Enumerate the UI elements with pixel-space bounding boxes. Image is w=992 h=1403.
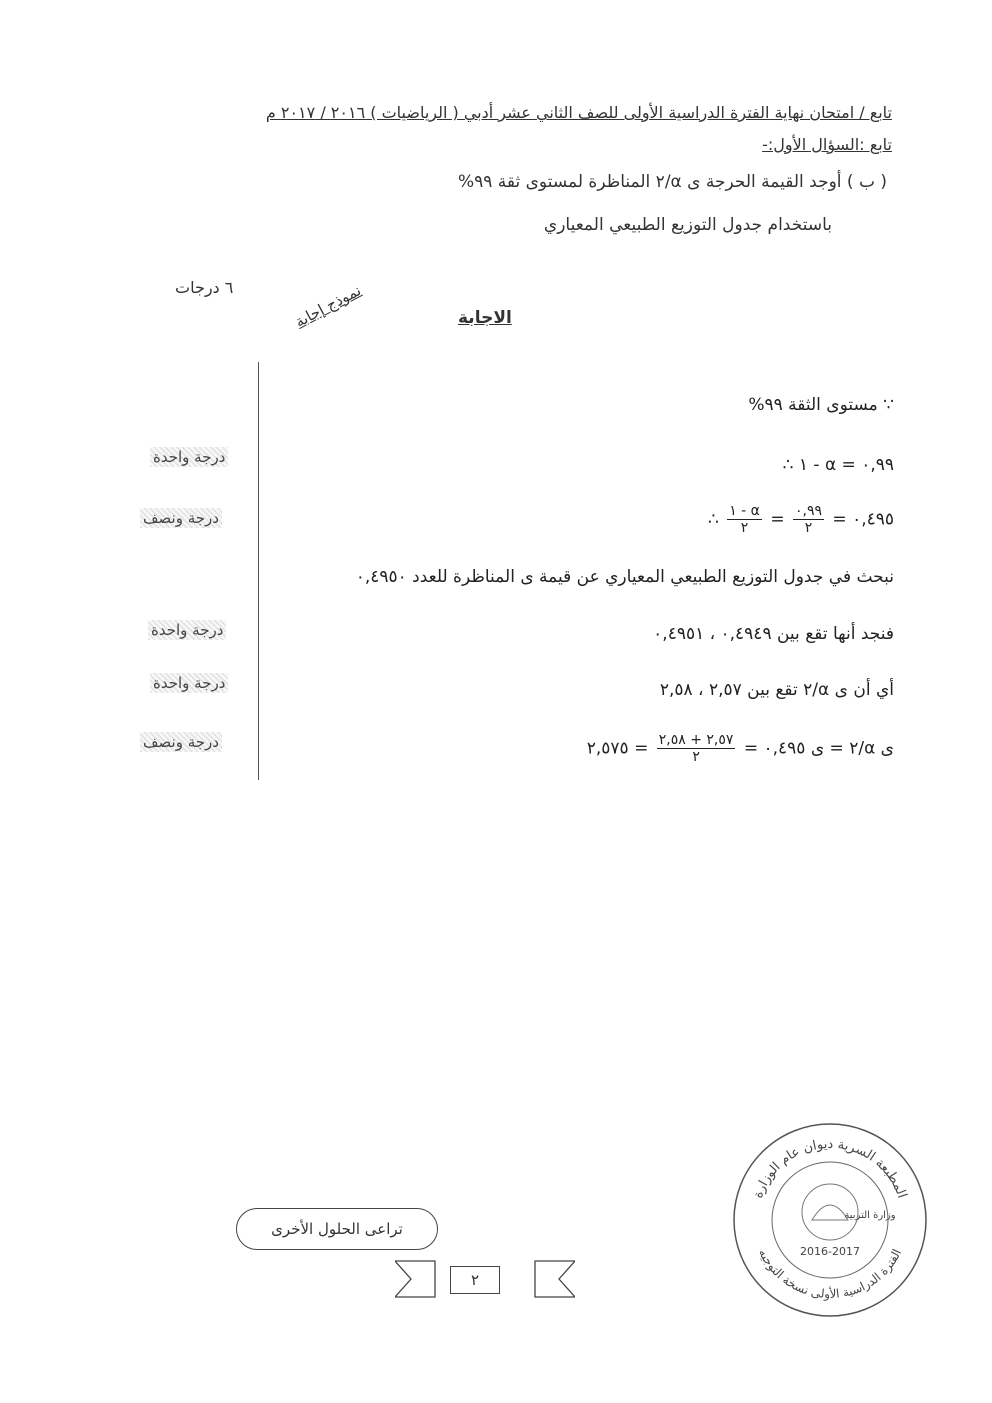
svg-text:المطبعة السرية ديوان عام الوزا: [751, 1137, 910, 1200]
exam-header-title: تابع / امتحان نهاية الفترة الدراسية الأولى للصف الثاني عشر أدبي ( الرياضيات ) ٢٠١٦ / ٢٠١٧ م: [265, 103, 892, 122]
eq3-frac1-numerator: ١ - α: [729, 503, 760, 519]
section-subtitle: تابع :السؤال الأول:-: [762, 135, 892, 154]
answer-line-6: أي أن ى α/٢ تقع بين ٢,٥٧ ، ٢,٥٨: [659, 680, 894, 700]
question-line-1: ( ب ) أوجد القيمة الحرجة ى α/٢ المناظرة لمستوى ثقة ٩٩%: [457, 172, 887, 192]
marks-total: ٦ درجات: [175, 278, 234, 297]
eq7-denominator: ٢: [692, 749, 700, 765]
answer-line-1: ∵ مستوى الثقة ٩٩%: [748, 395, 894, 415]
eq7-result: = ٢,٥٧٥: [586, 738, 649, 759]
eq3-fraction-1: [727, 503, 762, 536]
eq3-frac1-denominator: ٢: [740, 520, 749, 536]
mark-line-5: درجة واحدة: [148, 620, 226, 640]
answer-line-4: نبحث في جدول التوزيع الطبيعي المعياري عن قيمة ى المناظرة للعدد ٠,٤٩٥٠: [355, 567, 894, 587]
mark-line-7: درجة ونصف: [140, 732, 222, 752]
question-line-2: باستخدام جدول التوزيع الطبيعي المعياري: [543, 215, 832, 235]
page-number: ٢: [450, 1266, 500, 1294]
seal-years: 2016-2017: [800, 1245, 860, 1258]
eq7-numerator: ٢,٥٧ + ٢,٥٨: [658, 732, 734, 748]
model-answer-label: نموذج إجابة: [292, 281, 364, 331]
mark-line-3: درجة ونصف: [140, 508, 222, 528]
margin-divider: [258, 362, 259, 780]
answer-line-5: فنجد أنها تقع بين ٠,٤٩٤٩ ، ٠,٤٩٥١: [653, 624, 894, 644]
mark-line-6: درجة واحدة: [150, 673, 228, 693]
seal-bottom-text: الفترة الدراسية الأولى نسخة التوجيه: [755, 1246, 905, 1302]
eq3-fraction-2: [793, 503, 824, 536]
answer-line-3: [708, 503, 894, 536]
answer-line-7: [587, 732, 894, 765]
emblem-icon: [812, 1205, 848, 1220]
eq3-result: = ٠,٤٩٥: [832, 509, 894, 530]
other-solutions-note: تراعى الحلول الأخرى: [236, 1208, 438, 1250]
seal-top-text: المطبعة السرية ديوان عام الوزارة: [750, 1136, 910, 1201]
seal-ministry: وزارة التربية: [844, 1210, 896, 1221]
eq3-frac2-denominator: ٢: [804, 520, 813, 536]
eq3-frac2-numerator: ٠,٩٩: [794, 503, 822, 519]
eq3-prefix: ∴: [707, 509, 719, 530]
eq3-equals: =: [770, 509, 785, 530]
ministry-seal: [730, 1120, 930, 1320]
eq7-fraction: [657, 732, 736, 765]
answer-line-2: ∴ ١ - α = ٠,٩٩: [782, 455, 894, 475]
eq7-lhs: ى α/٢ = ى ٠,٤٩٥ =: [743, 738, 894, 759]
answer-title: الاجابة: [458, 308, 512, 328]
mark-line-2: درجة واحدة: [150, 447, 228, 467]
